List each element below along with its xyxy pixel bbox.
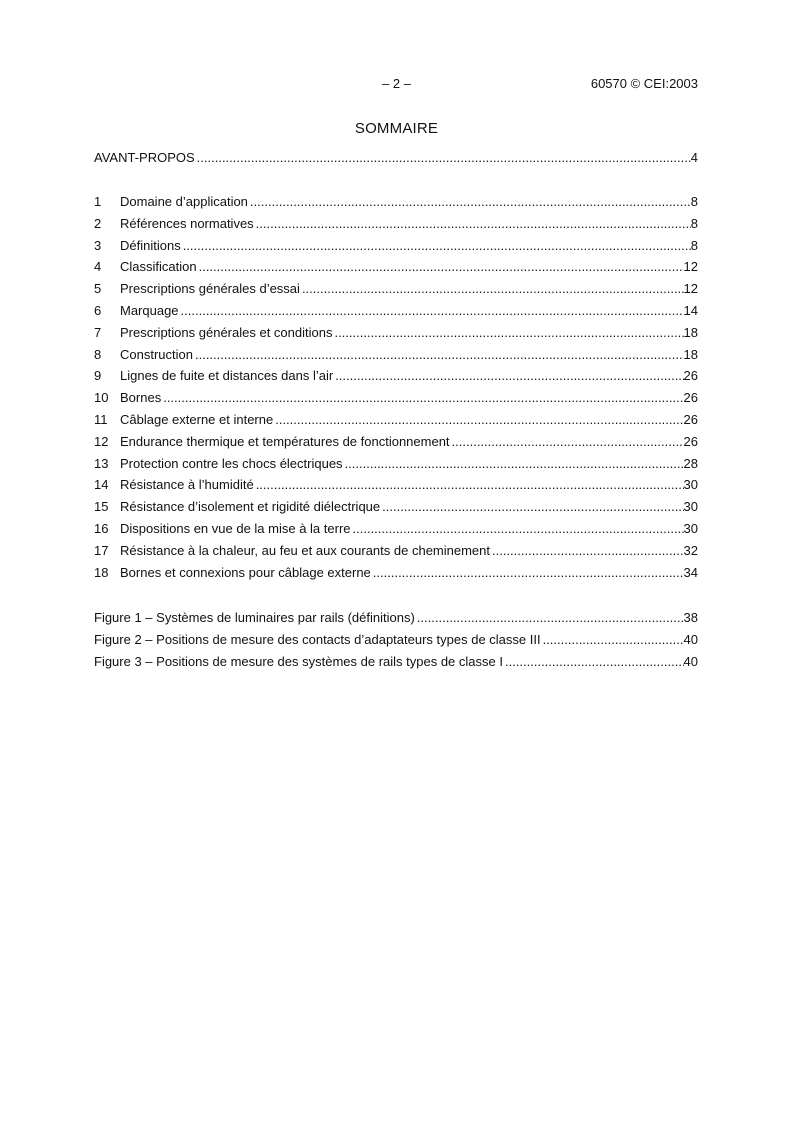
leader-dots [197, 150, 691, 165]
toc-entry-page: 38 [683, 610, 698, 625]
leader-dots [275, 412, 683, 427]
toc-entry-number: 15 [94, 499, 109, 515]
toc-entry-label: Marquage [120, 302, 179, 318]
toc-entry-clause[interactable] [94, 412, 698, 434]
toc-entry-number: 5 [94, 281, 102, 297]
toc-entry-number: 11 [94, 411, 108, 427]
leader-dots [181, 303, 684, 318]
toc-entry-label: Construction [120, 346, 193, 362]
toc-entry-label: Figure 2 – Positions de mesure des contacts d’adaptateurs types de classe III [94, 631, 541, 647]
toc-entry-number: 14 [94, 477, 109, 493]
toc-entry-page: 26 [683, 390, 698, 406]
toc-entry-clause[interactable] [94, 259, 698, 281]
leader-dots [183, 238, 691, 253]
document-reference: 60570 © CEI:2003 [590, 76, 698, 91]
toc-entry-number: 1 [94, 194, 102, 209]
toc-entry-clause[interactable] [94, 194, 698, 216]
toc-entry-page: 30 [683, 477, 698, 493]
toc-entry-page: 18 [683, 346, 698, 362]
toc-entry-number: 17 [94, 542, 109, 558]
toc-entry-label: Figure 1 – Systèmes de luminaires par rails (définitions) [94, 610, 415, 625]
toc-entry-label: Résistance d’isolement et rigidité diélectrique [120, 499, 381, 515]
toc-entry-page: 40 [683, 631, 698, 647]
toc-entry-page: 40 [683, 653, 698, 669]
toc-entry-page: 12 [683, 281, 698, 297]
toc-entry-clause[interactable] [94, 543, 698, 565]
toc-entry-page: 30 [683, 499, 698, 515]
toc-entry-clause[interactable] [94, 434, 698, 456]
toc-entry-clause[interactable] [94, 390, 698, 412]
toc-entry-label: Domaine d’application [120, 194, 248, 209]
toc-entry-page: 14 [683, 302, 698, 318]
leader-dots [382, 499, 683, 514]
toc-entry-clause[interactable] [94, 281, 698, 303]
leader-dots [334, 325, 683, 340]
toc-entry-label: Prescriptions générales d’essai [120, 281, 300, 297]
toc-entry-page: 12 [683, 259, 698, 275]
toc-entry-number: 16 [94, 520, 109, 536]
leader-dots [353, 521, 684, 536]
toc-entry-page: 32 [683, 542, 698, 558]
toc-entry-clause[interactable] [94, 347, 698, 369]
leader-dots [195, 347, 684, 362]
toc-entry-label: Endurance thermique et températures de fonctionnement [120, 433, 450, 449]
toc-entry-clause[interactable] [94, 477, 698, 499]
toc-entry-figure[interactable] [94, 632, 698, 654]
toc-entry-label: Câblage externe et interne [120, 411, 274, 427]
toc-entry-number: 4 [94, 259, 102, 275]
toc-entry-number: 2 [94, 215, 102, 231]
toc-foreword-section [94, 150, 698, 172]
toc-entry-page: 26 [683, 433, 698, 449]
page-title: SOMMAIRE [354, 120, 439, 137]
toc-entry-label: Résistance à la chaleur, au feu et aux courants de cheminement [120, 542, 490, 558]
toc-entry-page: 4 [690, 150, 698, 165]
leader-dots [335, 368, 683, 383]
leader-dots [256, 477, 684, 492]
toc-entry-figure[interactable] [94, 654, 698, 676]
toc-entry-page: 8 [690, 194, 698, 209]
page-number: – 2 – [382, 76, 411, 91]
toc-entry-clause[interactable] [94, 303, 698, 325]
toc-entry-number: 7 [94, 324, 102, 340]
leader-dots [543, 632, 684, 647]
toc-entry-number: 18 [94, 564, 109, 580]
toc-entry-clause[interactable] [94, 521, 698, 543]
toc-entry-label: Figure 3 – Positions de mesure des systèmes de rails types de classe I [94, 653, 503, 669]
toc-entry-page: 34 [683, 564, 698, 580]
toc-entry-number: 3 [94, 237, 102, 253]
toc-entry-label: Bornes [120, 390, 162, 406]
toc-entry-clause[interactable] [94, 325, 698, 347]
toc-entry-label: Références normatives [120, 215, 254, 231]
toc-entry-page: 28 [683, 455, 698, 471]
toc-entry-label: Lignes de fuite et distances dans l’air [120, 368, 334, 384]
leader-dots [345, 456, 684, 471]
toc-entry-number: 10 [94, 390, 109, 406]
leader-dots [199, 259, 684, 274]
toc-entry-page: 8 [690, 237, 698, 253]
leader-dots [302, 281, 684, 296]
toc-clauses-list [94, 194, 698, 586]
toc-entry-figure[interactable] [94, 610, 698, 632]
toc-entry-clause[interactable] [94, 565, 698, 587]
leader-dots [417, 610, 684, 625]
toc-entry-label: Classification [120, 259, 197, 275]
leader-dots [373, 565, 684, 580]
leader-dots [452, 434, 684, 449]
toc-entry-label: Protection contre les chocs électriques [120, 455, 343, 471]
toc-entry-number: 13 [94, 455, 109, 471]
toc-entry-page: 8 [690, 215, 698, 231]
toc-entry-page: 30 [683, 520, 698, 536]
toc-entry-number: 12 [94, 433, 109, 449]
toc-entry-label: Définitions [120, 237, 181, 253]
toc-entry-number: 8 [94, 346, 102, 362]
toc-entry-clause[interactable] [94, 216, 698, 238]
leader-dots [492, 543, 684, 558]
toc-entry-label: Bornes et connexions pour câblage externe [120, 564, 371, 580]
leader-dots [250, 194, 691, 209]
toc-entry-label: Dispositions en vue de la mise à la terre [120, 520, 351, 536]
leader-dots [505, 654, 684, 669]
toc-entry-clause[interactable] [94, 238, 698, 260]
toc-entry-foreword[interactable] [94, 150, 698, 172]
toc-entry-number: 6 [94, 302, 102, 318]
toc-entry-page: 18 [683, 324, 698, 340]
toc-entry-label: Prescriptions générales et conditions [120, 324, 333, 340]
toc-entry-label: AVANT-PROPOS [94, 150, 195, 165]
toc-entry-page: 26 [683, 411, 698, 427]
toc-entry-clause[interactable] [94, 456, 698, 478]
leader-dots [163, 390, 683, 405]
leader-dots [256, 216, 691, 231]
toc-figures-list [94, 610, 698, 675]
toc-entry-number: 9 [94, 368, 102, 384]
toc-entry-clause[interactable] [94, 499, 698, 521]
toc-entry-clause[interactable] [94, 368, 698, 390]
toc-entry-label: Résistance à l’humidité [120, 477, 254, 493]
toc-entry-page: 26 [683, 368, 698, 384]
